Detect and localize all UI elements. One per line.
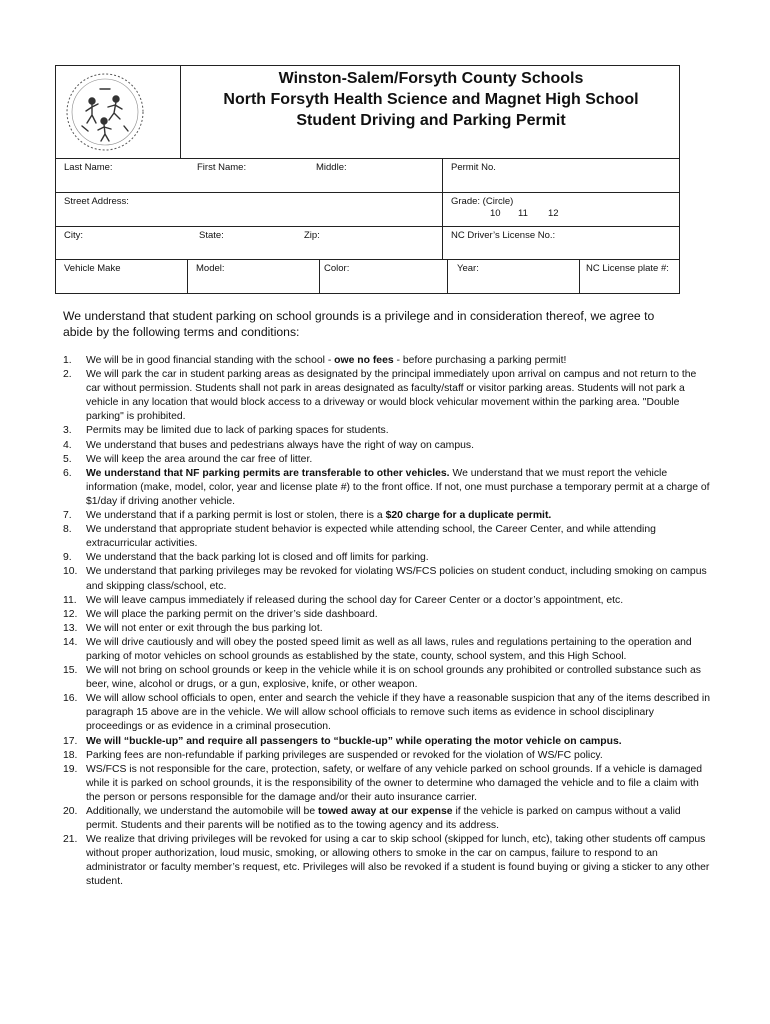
term-number: 6. <box>63 467 72 479</box>
term-item <box>63 523 713 551</box>
term-text: We will place the parking permit on the driver’s side dashboard. <box>86 608 378 620</box>
term-item <box>63 833 713 889</box>
term-number: 8. <box>63 524 72 536</box>
term-number: 18. <box>63 749 78 761</box>
term-item <box>63 565 713 593</box>
vehicle-model-field[interactable]: Model: <box>196 263 225 274</box>
term-number: 1. <box>63 355 72 366</box>
term-item <box>63 594 713 608</box>
term-text: We understand that the back parking lot is closed and off limits for parking. <box>86 552 429 564</box>
term-number: 20. <box>63 806 78 817</box>
grade-option-11[interactable]: 11 <box>518 208 528 219</box>
term-item <box>63 805 713 833</box>
term-emphasis: $20 charge for a duplicate permit. <box>385 510 552 522</box>
term-text: - before purchasing a parking permit! <box>393 355 567 366</box>
term-emphasis: We will “buckle-up” and require all passengers to “buckle-up” while operating the motor vehicle on campus. <box>86 735 622 747</box>
term-number: 16. <box>63 693 78 705</box>
term-number: 13. <box>63 622 78 634</box>
term-text: if the vehicle is parked on campus without a valid permit. Students and their parents will be notified as to the towing agency and its address. <box>86 806 681 832</box>
term-item <box>63 608 713 622</box>
zip-field[interactable]: Zip: <box>304 230 320 241</box>
term-emphasis: We understand that NF parking permits are transferable to other vehicles. <box>86 467 450 479</box>
term-item <box>63 636 713 664</box>
grade-option-12[interactable]: 12 <box>548 208 559 219</box>
term-text: We will leave campus immediately if released during the school day for Career Center or a doctor’s appointment, etc. <box>86 594 624 606</box>
term-item <box>63 551 713 565</box>
term-item <box>63 692 713 734</box>
permit-form <box>55 65 680 294</box>
term-number: 14. <box>63 636 78 648</box>
term-text: Permits may be limited due to lack of parking spaces for students. <box>86 425 389 437</box>
last-name-field[interactable]: Last Name: <box>64 162 113 173</box>
street-address-field[interactable]: Street Address: <box>64 196 129 207</box>
term-emphasis: owe no fees <box>334 355 394 366</box>
term-item <box>63 467 713 509</box>
term-text: We will drive cautiously and will obey the posted speed limit as well as all laws, rules and regulations pertaining to the operation and parking of motor vehicles on school grounds as established by the state, county, school system, and this High School. <box>86 636 692 662</box>
first-name-field[interactable]: First Name: <box>197 162 247 173</box>
license-plate-field[interactable]: NC License plate #: <box>586 263 669 274</box>
vehicle-color-field[interactable]: Color: <box>324 263 350 274</box>
term-number: 19. <box>63 763 78 775</box>
term-text: We understand that buses and pedestrians always have the right of way on campus. <box>86 439 474 451</box>
term-number: 21. <box>63 834 78 846</box>
term-number: 2. <box>63 369 72 381</box>
terms-list <box>63 354 713 890</box>
grade-option-10[interactable]: 10 <box>490 208 501 219</box>
term-number: 3. <box>63 425 72 437</box>
vehicle-year-field[interactable]: Year: <box>457 263 479 274</box>
city-field[interactable]: City: <box>64 230 83 241</box>
intro-paragraph: We understand that student parking on school grounds is a privilege and in consideration thereof, we agree to abide by the following terms and conditions: <box>63 309 655 339</box>
term-number: 9. <box>63 552 72 564</box>
term-item <box>63 354 713 368</box>
term-text: We understand that if a parking permit is lost or stolen, there is a <box>86 510 386 522</box>
drivers-license-field[interactable]: NC Driver’s License No.: <box>451 230 556 241</box>
term-text: Additionally, we understand the automobile will be <box>86 806 319 817</box>
term-item <box>63 439 713 453</box>
term-number: 15. <box>63 665 78 677</box>
term-item <box>63 509 713 523</box>
term-text: We will allow school officials to open, enter and search the vehicle if they have a reasonable suspicion that any of the items described in paragraph 15 above are in the vehicle. We will allow school officials to remove such items as evidence in school disciplinary proceedings or as evidence in a criminal prosecution. <box>86 693 710 733</box>
term-number: 7. <box>63 510 72 522</box>
term-item <box>63 735 713 749</box>
term-text: We realize that driving privileges will be revoked for using a car to skip school (skipped for lunch, etc), taking other students off campus without proper authorization, loud music, smoking, or allowing others to smoke in the car on campus, failure to respond to an administrator or faculty member’s request, etc. Privileges will also be revoked if a student is found buying or giving a sticker to any other student. <box>86 834 710 888</box>
term-text: We understand that appropriate student behavior is expected while attending school, the Career Center, and while attending extracurricular activities. <box>86 524 656 550</box>
form-title: Student Driving and Parking Permit <box>296 112 566 129</box>
term-text: We will be in good financial standing with the school - <box>86 355 335 366</box>
permit-number-field[interactable]: Permit No. <box>451 162 496 173</box>
term-item <box>63 424 713 438</box>
term-text: We will not enter or exit through the bus parking lot. <box>86 622 323 634</box>
grade-label: Grade: (Circle) <box>451 196 514 207</box>
term-text: We will park the car in student parking areas as designated by the principal immediately upon arrival on campus and not return to the car without permission. Students shall not park in areas designated as faculty/staff or visitor parking areas. Students will not park a vehicle in any location that would block access to a driveway or would block vehicular movement within the parking area. "Double parking" is prohibited. <box>86 369 697 423</box>
term-text: We understand that we must report the vehicle information (make, model, color, year and license plate #) to the front office. If not, one must purchase a temporary permit at a charge of $1/day if driving another vehicle. <box>86 467 710 507</box>
vehicle-make-field[interactable]: Vehicle Make <box>64 263 121 274</box>
district-title: Winston-Salem/Forsyth County Schools <box>278 70 584 87</box>
term-item <box>63 368 713 424</box>
term-item <box>63 622 713 636</box>
term-item <box>63 664 713 692</box>
term-number: 5. <box>63 453 72 465</box>
term-number: 17. <box>63 735 78 747</box>
school-title: North Forsyth Health Science and Magnet High School <box>223 91 639 108</box>
school-seal-logo <box>64 71 146 153</box>
state-field[interactable]: State: <box>199 230 224 241</box>
term-number: 12. <box>63 608 78 620</box>
term-item <box>63 749 713 763</box>
term-emphasis: towed away at our expense <box>318 806 453 817</box>
term-text: We will not bring on school grounds or keep in the vehicle while it is on school grounds any prohibited or controlled substance such as beer, wine, alcohol or drugs, or a gun, explosive, knife, or other weapon. <box>86 665 701 691</box>
term-item <box>63 453 713 467</box>
term-text: We understand that parking privileges may be revoked for violating WS/FCS policies on student conduct, including smoking on campus and skipping class/school, etc. <box>86 566 707 592</box>
term-number: 11. <box>63 594 77 606</box>
term-text: Parking fees are non-refundable if parking privileges are suspended or revoked for the violation of WS/FC policy. <box>86 749 603 761</box>
middle-name-field[interactable]: Middle: <box>316 162 347 173</box>
term-item <box>63 763 713 805</box>
term-text: WS/FCS is not responsible for the care, protection, safety, or welfare of any vehicle parked on school grounds. If a vehicle is damaged while it is parked on school grounds, it is the responsibility of the owner to determine who damaged the vehicle and to file a claim with the person or persons responsible for the damage and/or their auto insurance carrier. <box>86 763 703 803</box>
term-number: 4. <box>63 439 72 451</box>
term-number: 10. <box>63 566 78 578</box>
term-text: We will keep the area around the car free of litter. <box>86 453 313 465</box>
